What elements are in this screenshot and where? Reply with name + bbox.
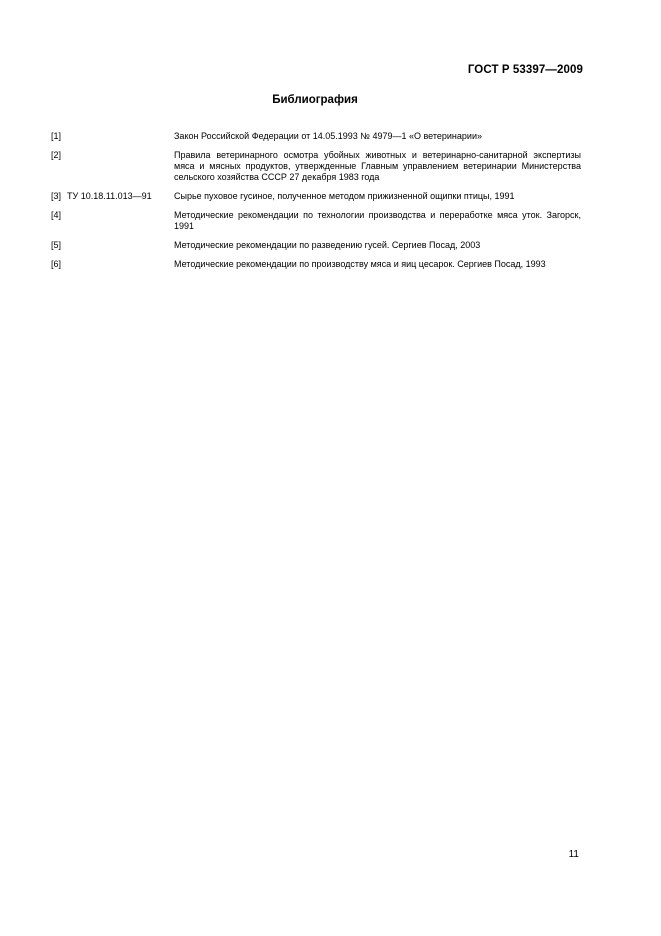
reference-text: Сырье пуховое гусиное, полученное методом прижизненной ощипки птицы, 1991 xyxy=(174,191,515,201)
reference-code: ТУ 10.18.11.013—91 xyxy=(67,191,152,201)
page-number: 11 xyxy=(568,849,579,860)
reference-text: Методические рекомендации по технологии производства и переработке мяса уток. Загорск, 1991 xyxy=(174,210,581,231)
bibliography-entry xyxy=(51,210,581,232)
reference-text: Методические рекомендации по разведению гусей. Сергиев Посад, 2003 xyxy=(174,240,481,250)
reference-number: [5] xyxy=(51,240,62,250)
standard-id-header: ГОСТ Р 53397—2009 xyxy=(467,64,583,76)
reference-label xyxy=(51,191,174,202)
reference-number: [6] xyxy=(51,259,62,269)
reference-label xyxy=(51,259,174,270)
reference-number: [2] xyxy=(51,150,62,160)
bibliography-entry xyxy=(51,259,581,270)
reference-label xyxy=(51,240,174,251)
reference-text: Закон Российской Федерации от 14.05.1993 № 4979—1 «О ветеринарии» xyxy=(174,131,482,141)
reference-label xyxy=(51,210,174,232)
page-title: Библиография xyxy=(272,94,358,106)
reference-text: Правила ветеринарного осмотра убойных животных и ветеринарно-санитарной экспертизы мяса и мясных продуктов, утвержденные Главным управлением ветеринарии Министерства сельского хозяйства СССР 27 декабря 1983 года xyxy=(174,150,581,182)
reference-number: [1] xyxy=(51,131,62,141)
reference-label xyxy=(51,150,174,183)
reference-label xyxy=(51,131,174,142)
bibliography-entry xyxy=(51,240,581,251)
reference-text: Методические рекомендации по производству мяса и яиц цесарок. Сергиев Посад, 1993 xyxy=(174,259,546,269)
bibliography-entry xyxy=(51,191,581,202)
bibliography-entry xyxy=(51,150,581,183)
bibliography-list xyxy=(51,131,581,278)
bibliography-entry xyxy=(51,131,581,142)
reference-number: [3] xyxy=(51,191,62,201)
reference-number: [4] xyxy=(51,210,62,220)
